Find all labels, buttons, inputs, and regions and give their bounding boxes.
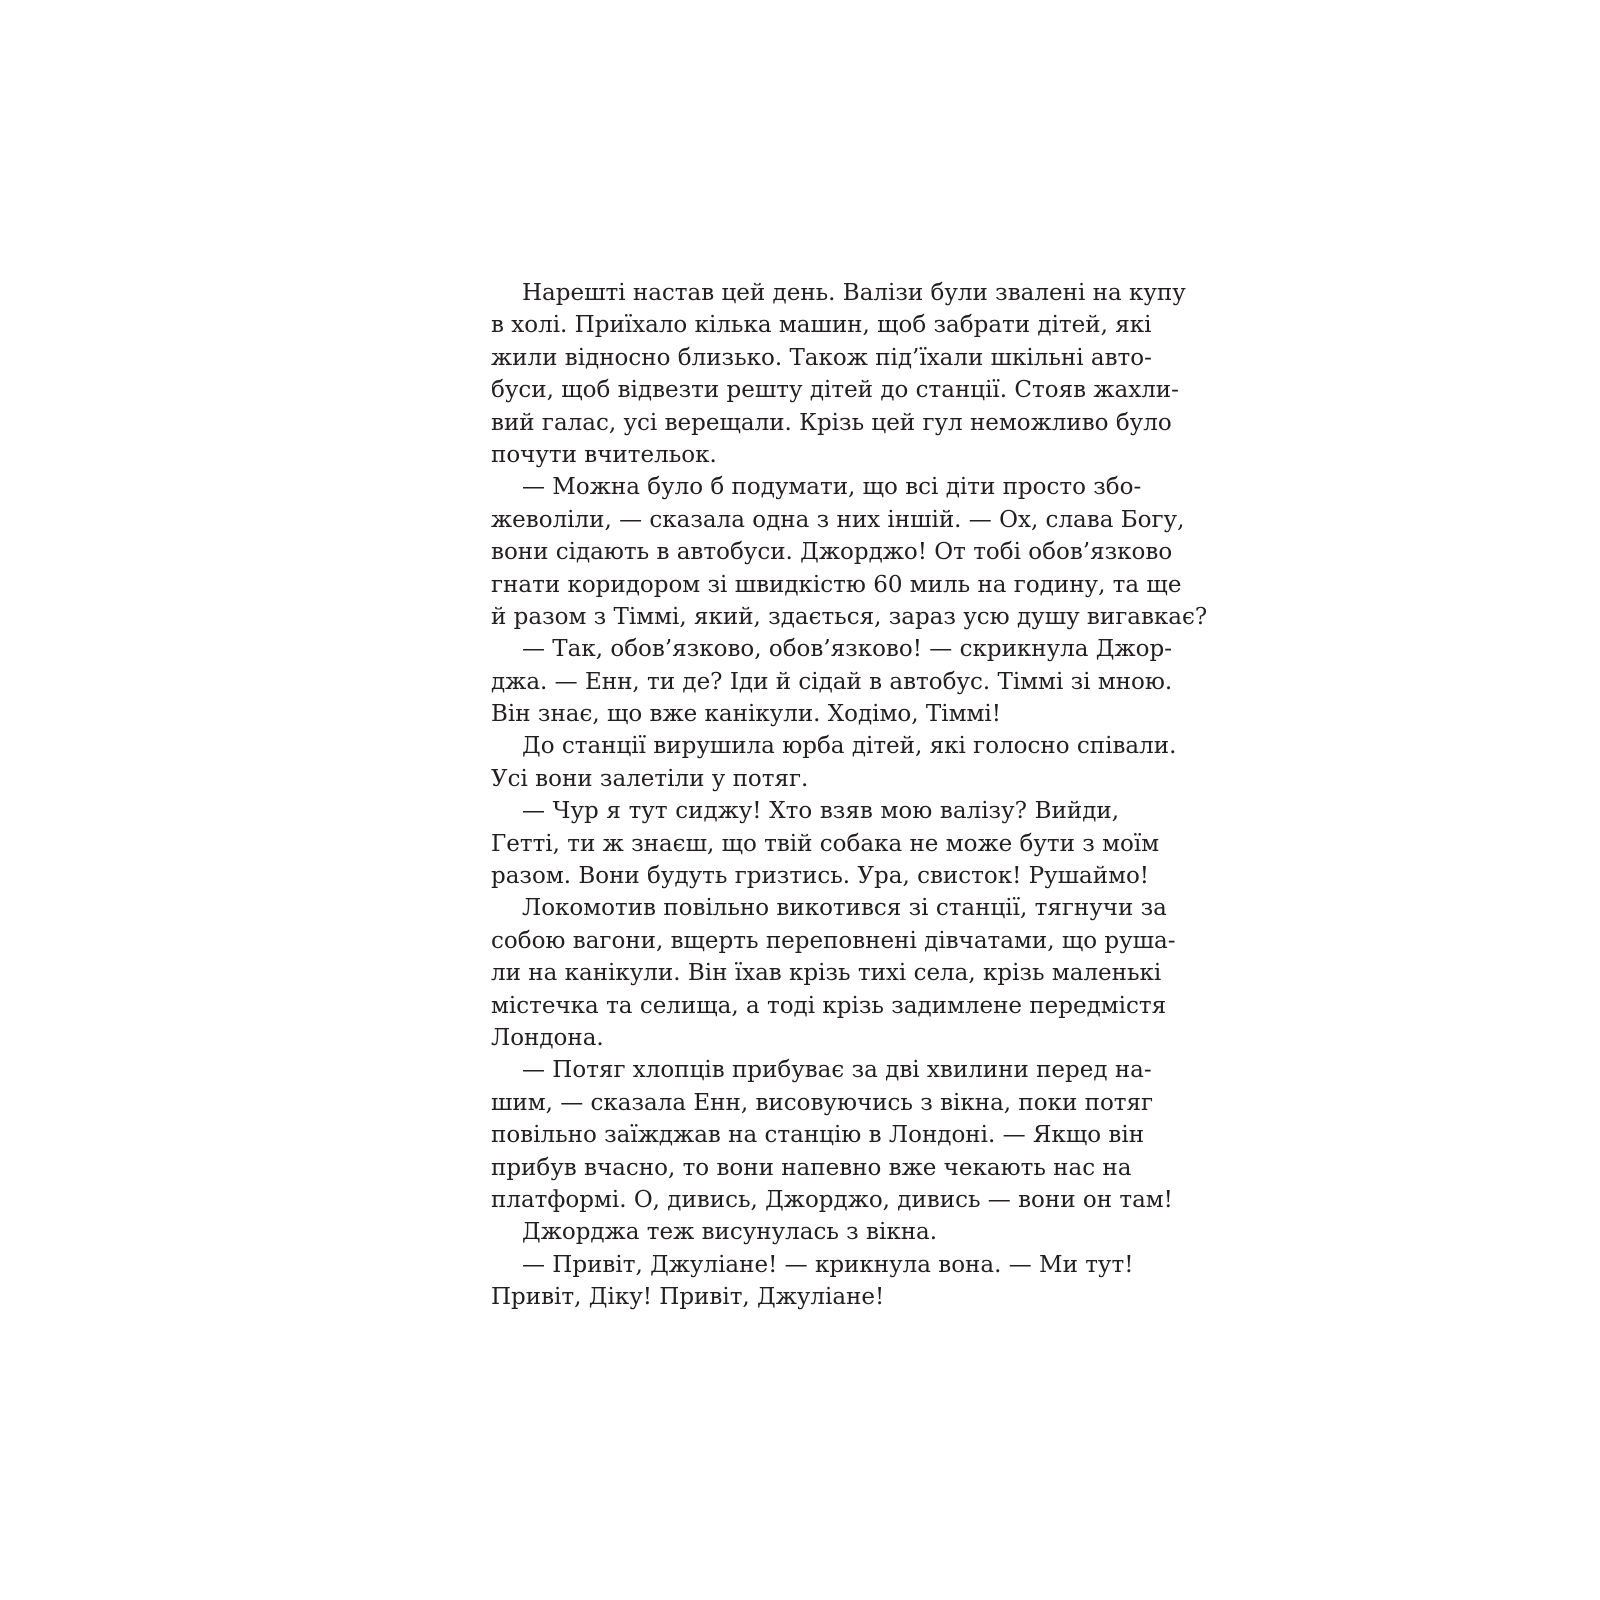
text-line: платформі. О, дивись, Джорджо, дивись — вони он там! [491,1186,1173,1213]
text-line: — Можна було б подумати, що всі діти просто збо- [522,474,1142,501]
text-line: Усі вони залетіли у потяг. [491,765,809,792]
text-line: Він знає, що вже канікули. Ходімо, Тіммі! [491,701,1001,728]
text-line: — Потяг хлопців прибуває за дві хвилини перед на- [522,1057,1152,1084]
text-line: гнати коридором зі швидкістю 60 миль на годину, та ще [491,571,1182,598]
text-line: — Так, обов’язково, обов’язково! — скрикнула Джор- [522,636,1172,663]
text-line: разом. Вони будуть гризтись. Ура, свисток! Рушаймо! [491,863,1150,890]
text-line: Локомотив повільно викотився зі станції, тягнучи за [522,895,1167,922]
text-line: До станції вирушила юрба дітей, які голосно співали. [522,733,1177,760]
text-line: ли на канікули. Він їхав крізь тихі села, крізь маленькі [491,960,1162,987]
text-line: Лондона. [491,1024,604,1051]
text-line: й разом з Тіммі, який, здається, зараз усю душу вигавкає? [491,603,1208,630]
text-line: почути вчительок. [491,441,717,468]
text-line: вий галас, усі верещали. Крізь цей гул неможливо було [491,409,1172,436]
body-text [491,277,1208,1314]
text-line: Гетті, ти ж знаєш, що твій собака не може бути з моїм [491,830,1160,857]
text-line: вони сідають в автобуси. Джорджо! От тобі обов’язково [491,539,1173,566]
text-line: жили відносно близько. Також під’їхали шкільні авто- [491,344,1152,371]
text-line: в холі. Приїхало кілька машин, щоб забрати дітей, які [491,312,1152,339]
text-line: — Чур я тут сиджу! Хто взяв мою валізу? Вийди, [522,798,1119,825]
text-line: прибув вчасно, то вони напевно вже чекають нас на [491,1154,1132,1181]
text-line: — Привіт, Джуліане! — крикнула вона. — Ми тут! [522,1251,1134,1278]
text-line: Джорджа теж висунулась з вікна. [522,1219,938,1246]
text-line: повільно заїжджав на станцію в Лондоні. — Якщо він [491,1122,1145,1149]
text-line: Нарешті настав цей день. Валізи були звалені на купу [522,280,1186,306]
text-line: містечка та селища, а тоді крізь задимлене передмістя [491,992,1167,1019]
text-line: шим, — сказала Енн, висовуючись з вікна, поки потяг [491,1089,1154,1116]
text-line: джа. — Енн, ти де? Іди й сідай в автобус. Тіммі зі мною. [491,668,1173,695]
text-line: жеволіли, — сказала одна з них іншій. — Ох, слава Богу, [491,506,1185,533]
text-line: собою вагони, вщерть переповнені дівчатами, що руша- [491,927,1176,954]
text-line: буси, щоб відвезти решту дітей до станції. Стояв жахли- [491,377,1179,404]
text-line: Привіт, Діку! Привіт, Джуліане! [491,1284,885,1311]
